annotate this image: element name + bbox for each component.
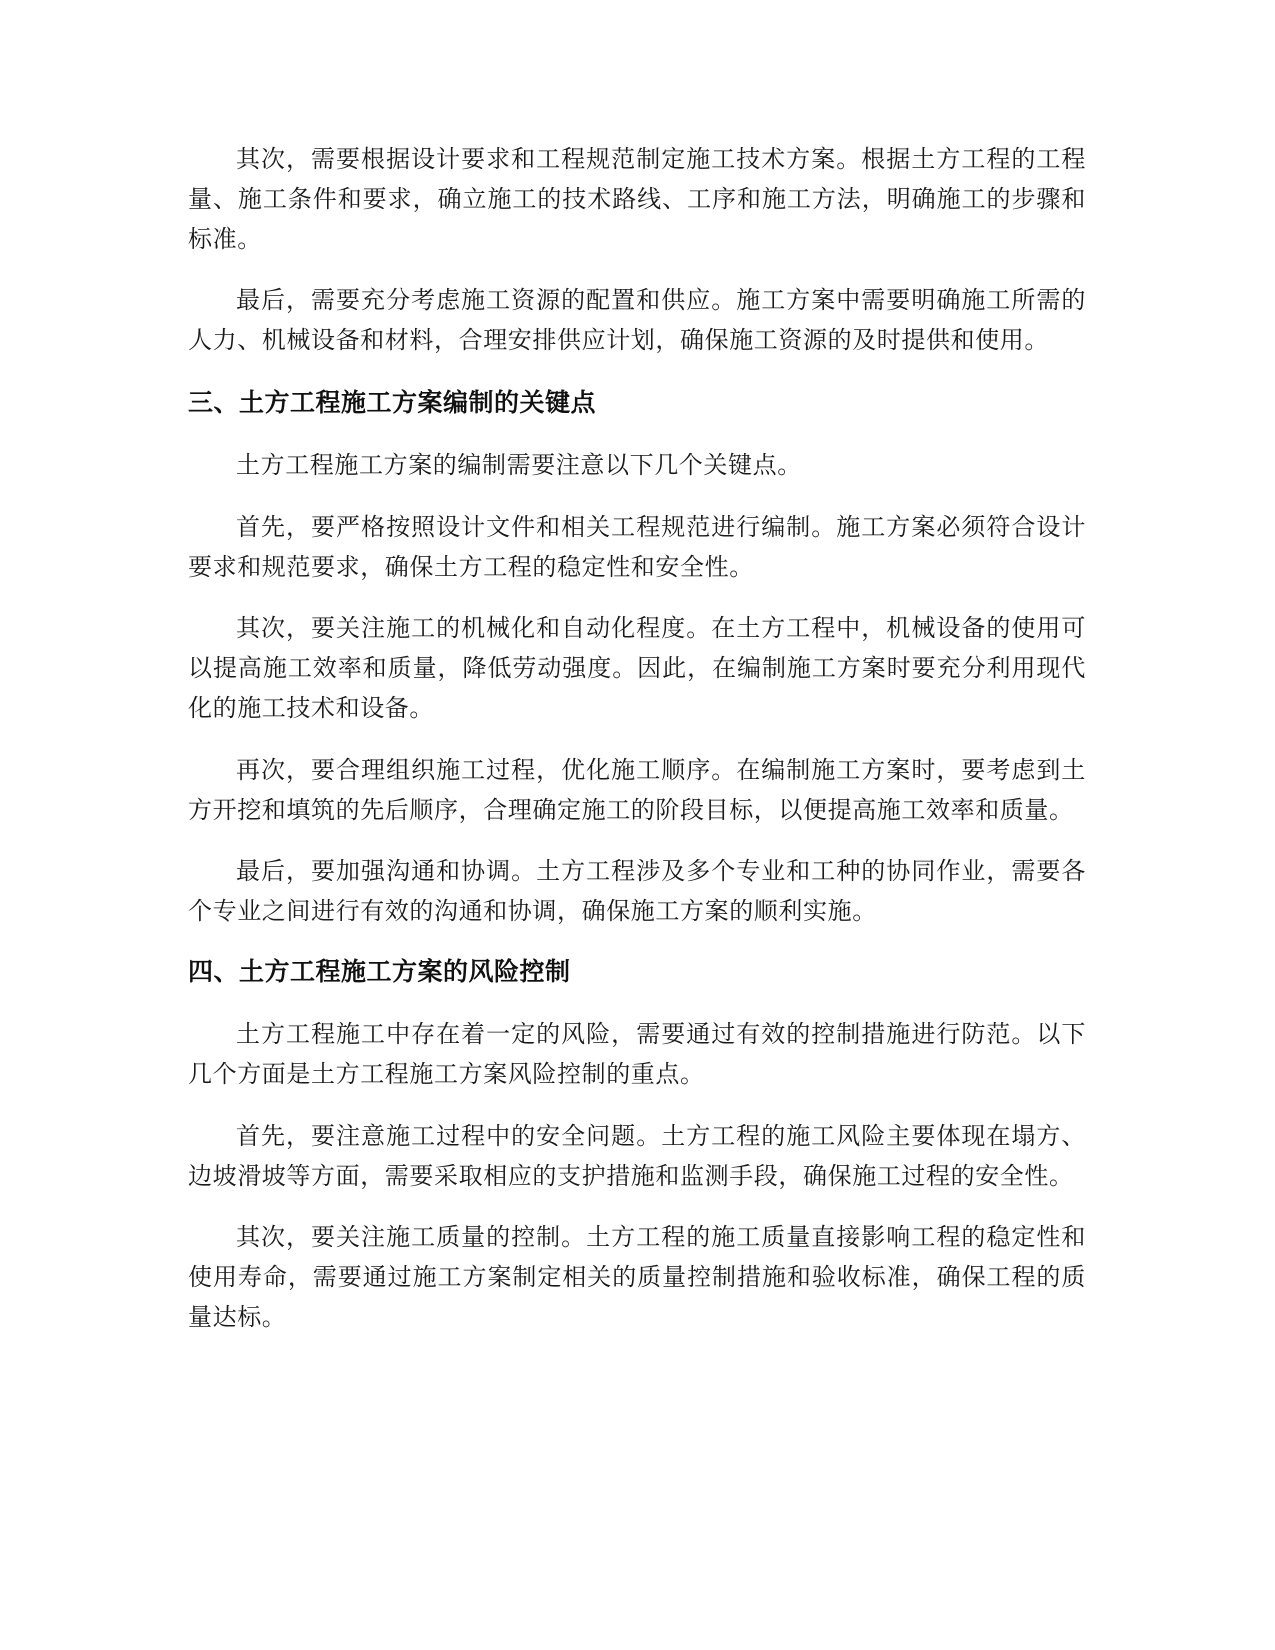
paragraph-risk-intro: 土方工程施工中存在着一定的风险，需要通过有效的控制措施进行防范。以下几个方面是土方工程施工方案风险控制的重点。 bbox=[188, 1020, 1086, 1088]
paragraph-resources: 最后，需要充分考虑施工资源的配置和供应。施工方案中需要明确施工所需的人力、机械设备和材料，合理安排供应计划，确保施工资源的及时提供和使用。 bbox=[188, 286, 1086, 354]
paragraph-key-points-intro: 土方工程施工方案的编制需要注意以下几个关键点。 bbox=[236, 451, 802, 479]
paragraph-quality: 其次，要关注施工质量的控制。土方工程的施工质量直接影响工程的稳定性和使用寿命，需要通过施工方案制定相关的质量控制措施和验收标准，确保工程的质量达标。 bbox=[188, 1223, 1086, 1331]
paragraph-construction-sequence: 再次，要合理组织施工过程，优化施工顺序。在编制施工方案时，要考虑到土方开挖和填筑的先后顺序，合理确定施工的阶段目标，以便提高施工效率和质量。 bbox=[188, 756, 1086, 824]
section-4-heading: 四、土方工程施工方案的风险控制 bbox=[188, 957, 571, 986]
paragraph-mechanization: 其次，要关注施工的机械化和自动化程度。在土方工程中，机械设备的使用可以提高施工效率和质量，降低劳动强度。因此，在编制施工方案时要充分利用现代化的施工技术和设备。 bbox=[188, 614, 1086, 722]
paragraph-design-compliance: 首先，要严格按照设计文件和相关工程规范进行编制。施工方案必须符合设计要求和规范要求，确保土方工程的稳定性和安全性。 bbox=[188, 513, 1086, 581]
paragraph-safety: 首先，要注意施工过程中的安全问题。土方工程的施工风险主要体现在塌方、边坡滑坡等方面，需要采取相应的支护措施和监测手段，确保施工过程的安全性。 bbox=[188, 1122, 1086, 1190]
paragraph-communication: 最后，要加强沟通和协调。土方工程涉及多个专业和工种的协同作业，需要各个专业之间进行有效的沟通和协调，确保施工方案的顺利实施。 bbox=[188, 857, 1086, 925]
paragraph-technical-plan: 其次，需要根据设计要求和工程规范制定施工技术方案。根据土方工程的工程量、施工条件和要求，确立施工的技术路线、工序和施工方法，明确施工的步骤和标准。 bbox=[188, 145, 1086, 253]
section-3-heading: 三、土方工程施工方案编制的关键点 bbox=[188, 388, 597, 417]
